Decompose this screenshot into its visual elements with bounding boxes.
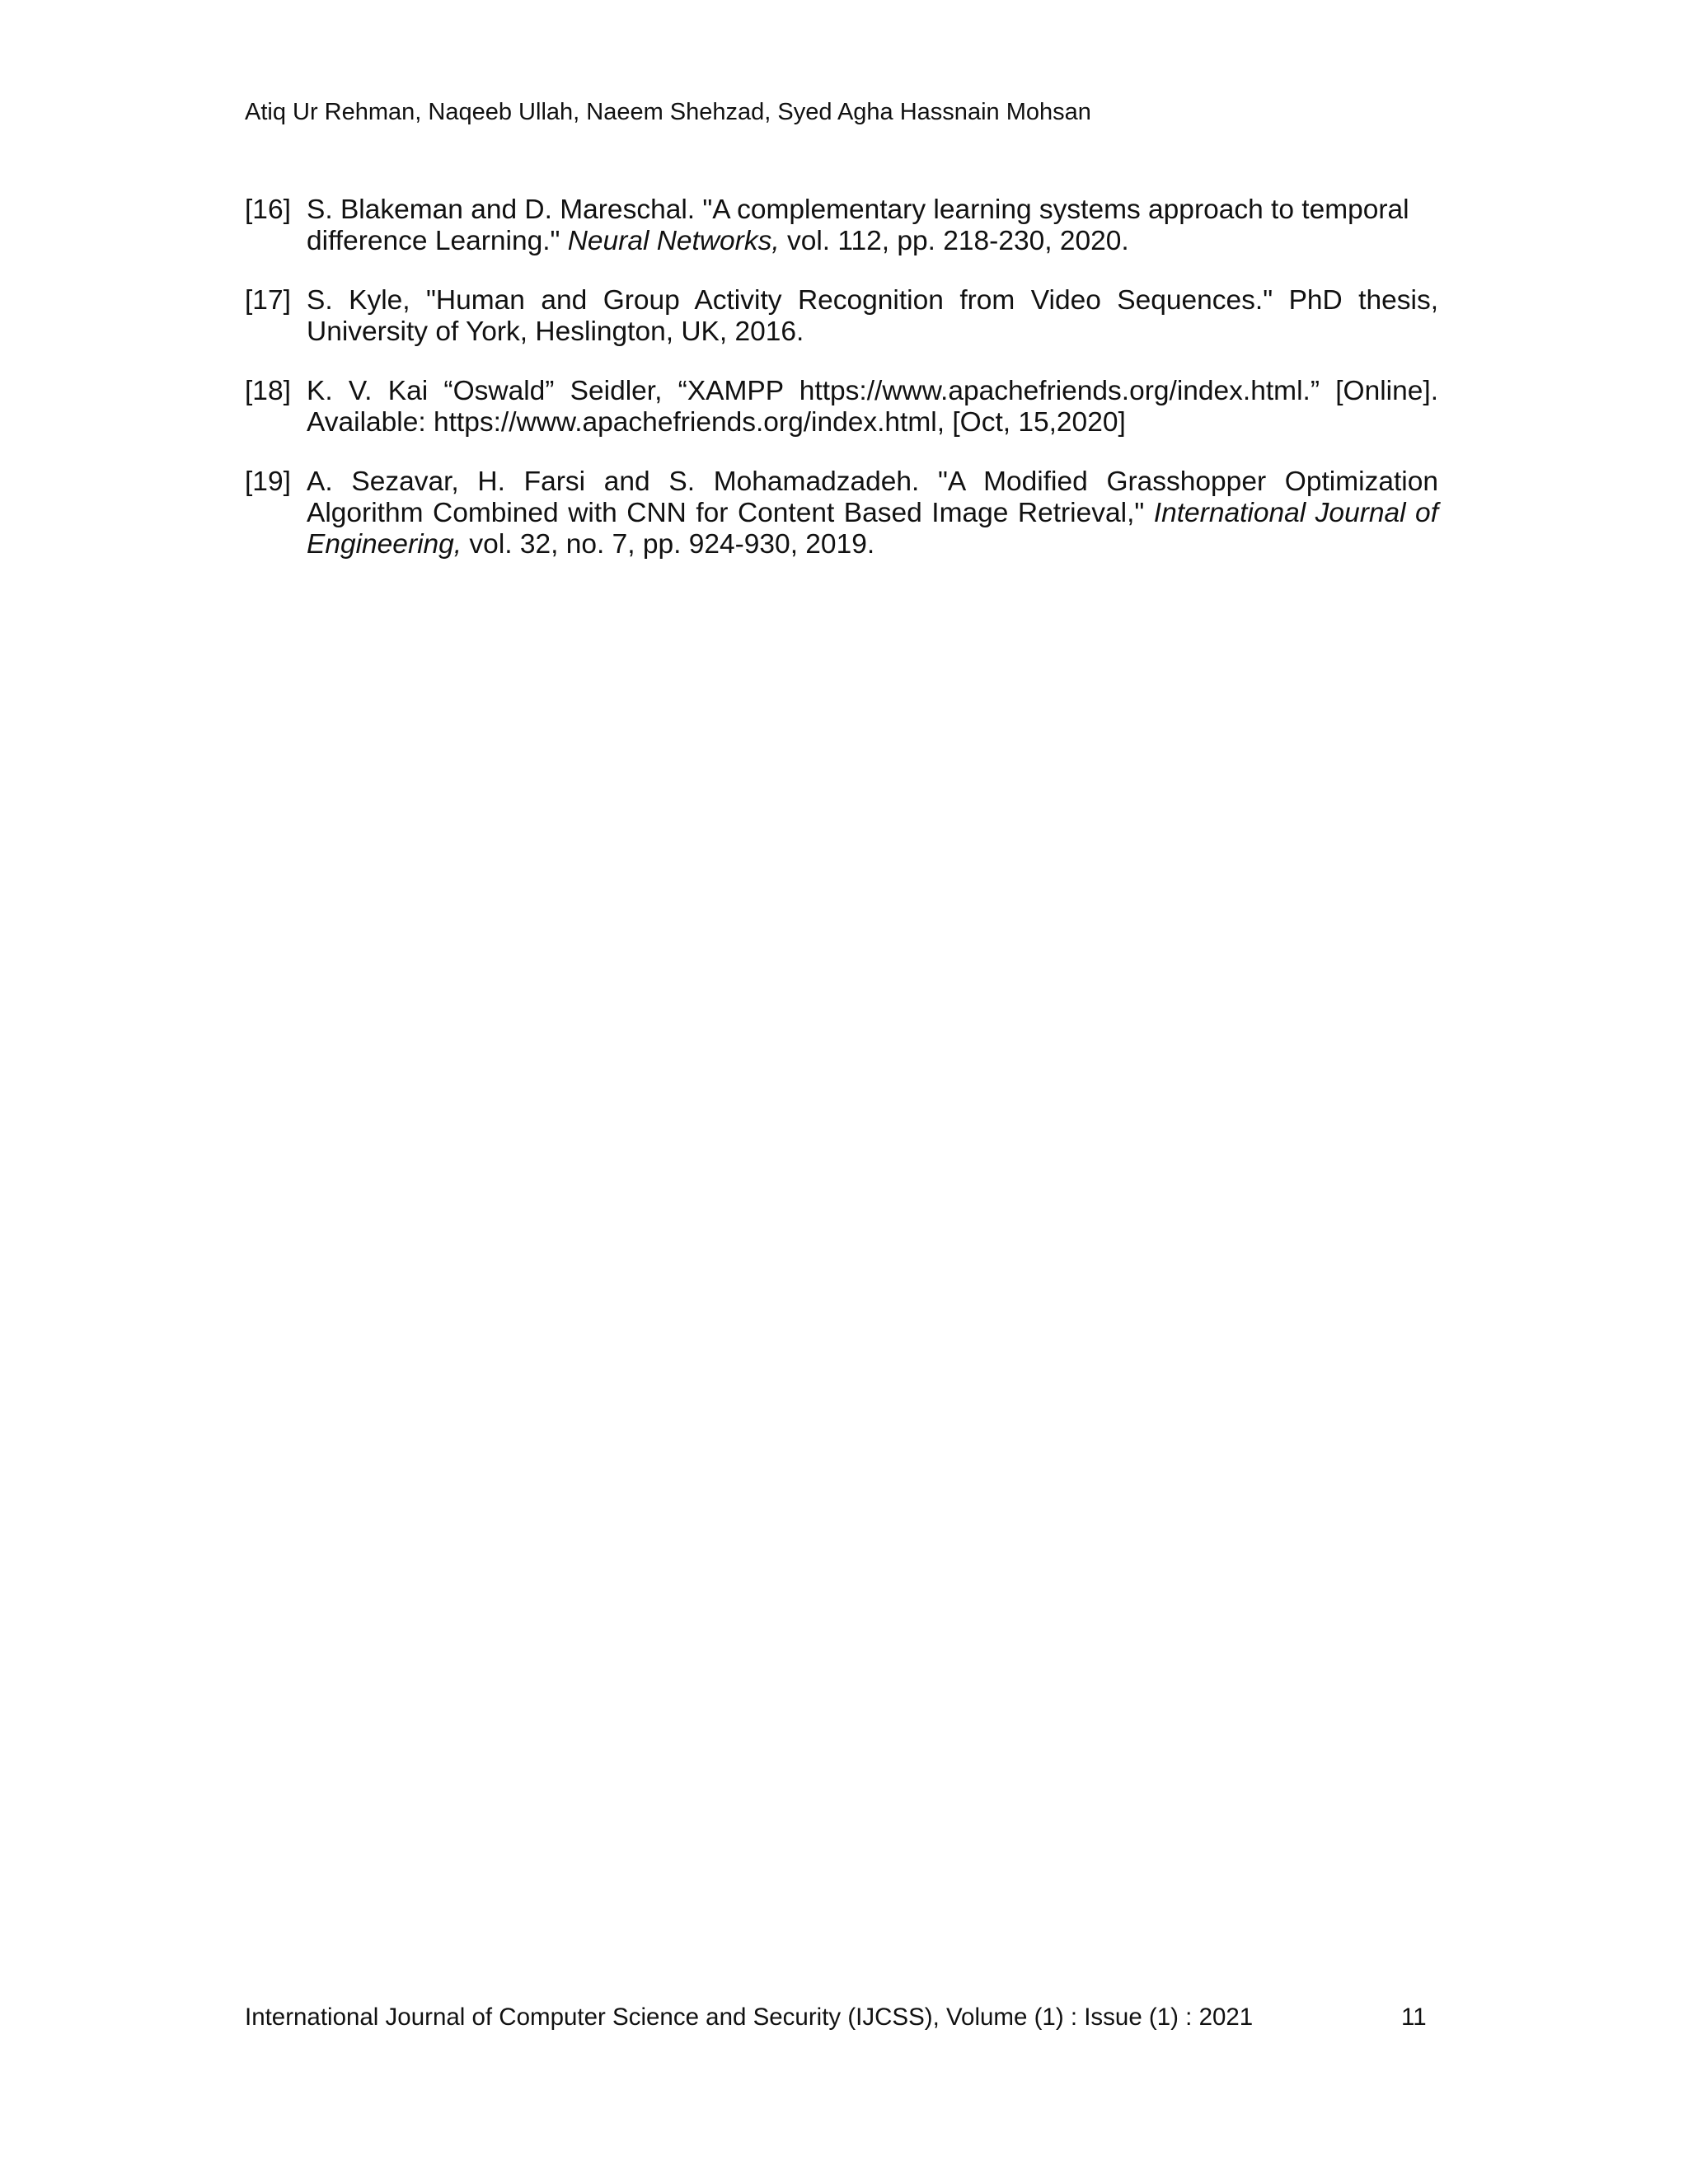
reference-text-tail: vol. 112, pp. 218-230, 2020.	[779, 226, 1129, 256]
reference-number: [19]	[245, 466, 291, 497]
reference-text	[307, 194, 1438, 257]
reference-text	[307, 285, 1438, 348]
footer-journal-info: International Journal of Computer Science and Security (IJCSS), Volume (1) : Issue (1) : 2021	[245, 2004, 1254, 2031]
reference-text-main: A. Sezavar, H. Farsi and S. Mohamadzadeh. "A Modified Grasshopper Optimization Algorithm Combined with CNN for Content Based Image Retrieval,"	[307, 466, 1438, 528]
reference-text	[307, 466, 1438, 560]
page-number: 11	[1401, 2004, 1427, 2031]
reference-text	[307, 376, 1438, 438]
running-header-authors: Atiq Ur Rehman, Naqeeb Ullah, Naeem Shehzad, Syed Agha Hassnain Mohsan	[245, 99, 1091, 125]
reference-text-tail: vol. 32, no. 7, pp. 924-930, 2019.	[462, 529, 875, 560]
reference-number: [18]	[245, 376, 291, 406]
reference-item-19	[245, 466, 1438, 560]
reference-text-main: S. Blakeman and D. Mareschal. "A complementary learning systems approach to temporal difference Learning."	[307, 194, 1409, 256]
reference-item-17	[245, 285, 1438, 348]
reference-journal: Neural Networks,	[567, 226, 780, 256]
reference-text-main: K. V. Kai “Oswald” Seidler, “XAMPP https://www.apachefriends.org/index.html.” [Online]. Available: https://www.apachefriends.org/index.html, [Oct, 15,2020]	[307, 376, 1438, 438]
reference-journal: International Journal of Engineering,	[307, 498, 1438, 560]
reference-item-18	[245, 376, 1438, 438]
reference-number: [17]	[245, 285, 291, 316]
reference-text-main: S. Kyle, "Human and Group Activity Recognition from Video Sequences." PhD thesis, University of York, Heslington, UK, 2016.	[307, 285, 1438, 347]
reference-list	[245, 194, 1438, 588]
reference-number: [16]	[245, 194, 291, 225]
reference-item-16	[245, 194, 1438, 257]
